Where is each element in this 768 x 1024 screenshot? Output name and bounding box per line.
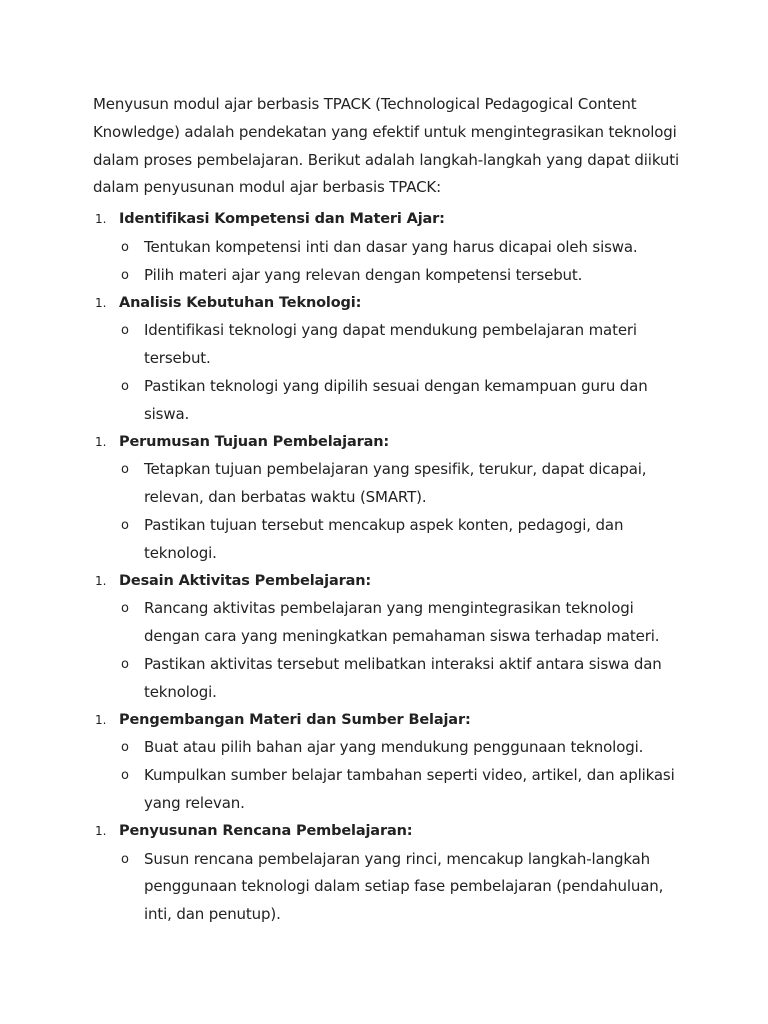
sub-item [93,846,693,929]
step-item [93,429,693,568]
sub-list [93,734,693,817]
step-number: 1. [95,712,107,727]
sub-list [93,456,693,567]
sub-item [93,456,693,512]
sub-item-text: Tentukan kompetensi inti dan dasar yang harus dicapai oleh siswa. [144,237,638,256]
bullet-icon: o [121,239,129,255]
sub-list [93,234,693,290]
step-title: Penyusunan Rencana Pembelajaran: [119,822,413,839]
bullet-icon: o [121,462,129,478]
step-heading [93,290,693,318]
sub-item-text: Identifikasi teknologi yang dapat mendukung pembelajaran materi tersebut. [144,321,637,368]
sub-item-text: Tetapkan tujuan pembelajaran yang spesifik, terukur, dapat dicapai, relevan, dan berbatas waktu (SMART). [144,460,647,507]
step-title: Analisis Kebutuhan Teknologi: [119,294,362,311]
step-heading [93,568,693,596]
sub-item-text: Kumpulkan sumber belajar tambahan seperti video, artikel, dan aplikasi yang relevan. [144,766,675,812]
bullet-icon: o [121,768,129,784]
step-heading [93,206,693,234]
bullet-icon: o [121,323,129,339]
step-title: Desain Aktivitas Pembelajaran: [119,572,372,589]
step-number: 1. [95,295,107,310]
bullet-icon: o [121,851,129,867]
bullet-icon: o [121,601,129,617]
sub-item-text: Pastikan aktivitas tersebut melibatkan interaksi aktif antara siswa dan teknologi. [144,654,662,701]
step-number: 1. [95,823,107,838]
step-item [93,568,693,707]
document-page [93,91,693,929]
step-number: 1. [95,434,107,449]
sub-item [93,651,693,707]
sub-item-text: Susun rencana pembelajaran yang rinci, mencakup langkah-langkah penggunaan teknologi dalam setiap fase pembelajaran (pendahuluan, inti, dan penutup). [144,849,664,924]
steps-list [93,206,693,929]
bullet-icon: o [121,740,129,756]
step-title: Identifikasi Kompetensi dan Materi Ajar: [119,211,445,228]
intro-paragraph: Menyusun modul ajar berbasis TPACK (Technological Pedagogical Content Knowledge) adalah pendekatan yang efektif untuk mengintegrasikan teknologi dalam proses pembelajaran. Berikut adalah langkah-langkah yang dapat diikuti dalam penyusunan modul ajar berbasis TPACK: [93,95,680,197]
sub-item [93,734,693,762]
sub-item [93,762,693,818]
bullet-icon: o [121,267,129,283]
sub-item [93,234,693,262]
sub-item-text: Pastikan teknologi yang dipilih sesuai dengan kemampuan guru dan siswa. [144,376,648,423]
sub-item-text: Pilih materi ajar yang relevan dengan kompetensi tersebut. [144,265,583,284]
step-item [93,290,693,429]
sub-item [93,373,693,429]
step-title: Perumusan Tujuan Pembelajaran: [119,433,390,450]
step-number: 1. [95,212,107,227]
step-item [93,707,693,818]
step-number: 1. [95,573,107,588]
step-heading [93,818,693,846]
sub-item [93,512,693,568]
sub-list [93,317,693,428]
sub-list [93,595,693,706]
sub-item [93,595,693,651]
sub-item-text: Buat atau pilih bahan ajar yang mendukung penggunaan teknologi. [144,738,644,757]
bullet-icon: o [121,517,129,533]
sub-item-text: Rancang aktivitas pembelajaran yang mengintegrasikan teknologi dengan cara yang meningkatkan pemahaman siswa terhadap materi. [144,599,660,646]
bullet-icon: o [121,656,129,672]
step-heading [93,429,693,457]
sub-item [93,317,693,373]
sub-list [93,846,693,929]
step-heading [93,707,693,735]
step-item [93,206,693,289]
sub-item-text: Pastikan tujuan tersebut mencakup aspek konten, pedagogi, dan teknologi. [144,515,624,562]
step-title: Pengembangan Materi dan Sumber Belajar: [119,711,471,728]
bullet-icon: o [121,378,129,394]
sub-item [93,262,693,290]
step-item [93,818,693,929]
